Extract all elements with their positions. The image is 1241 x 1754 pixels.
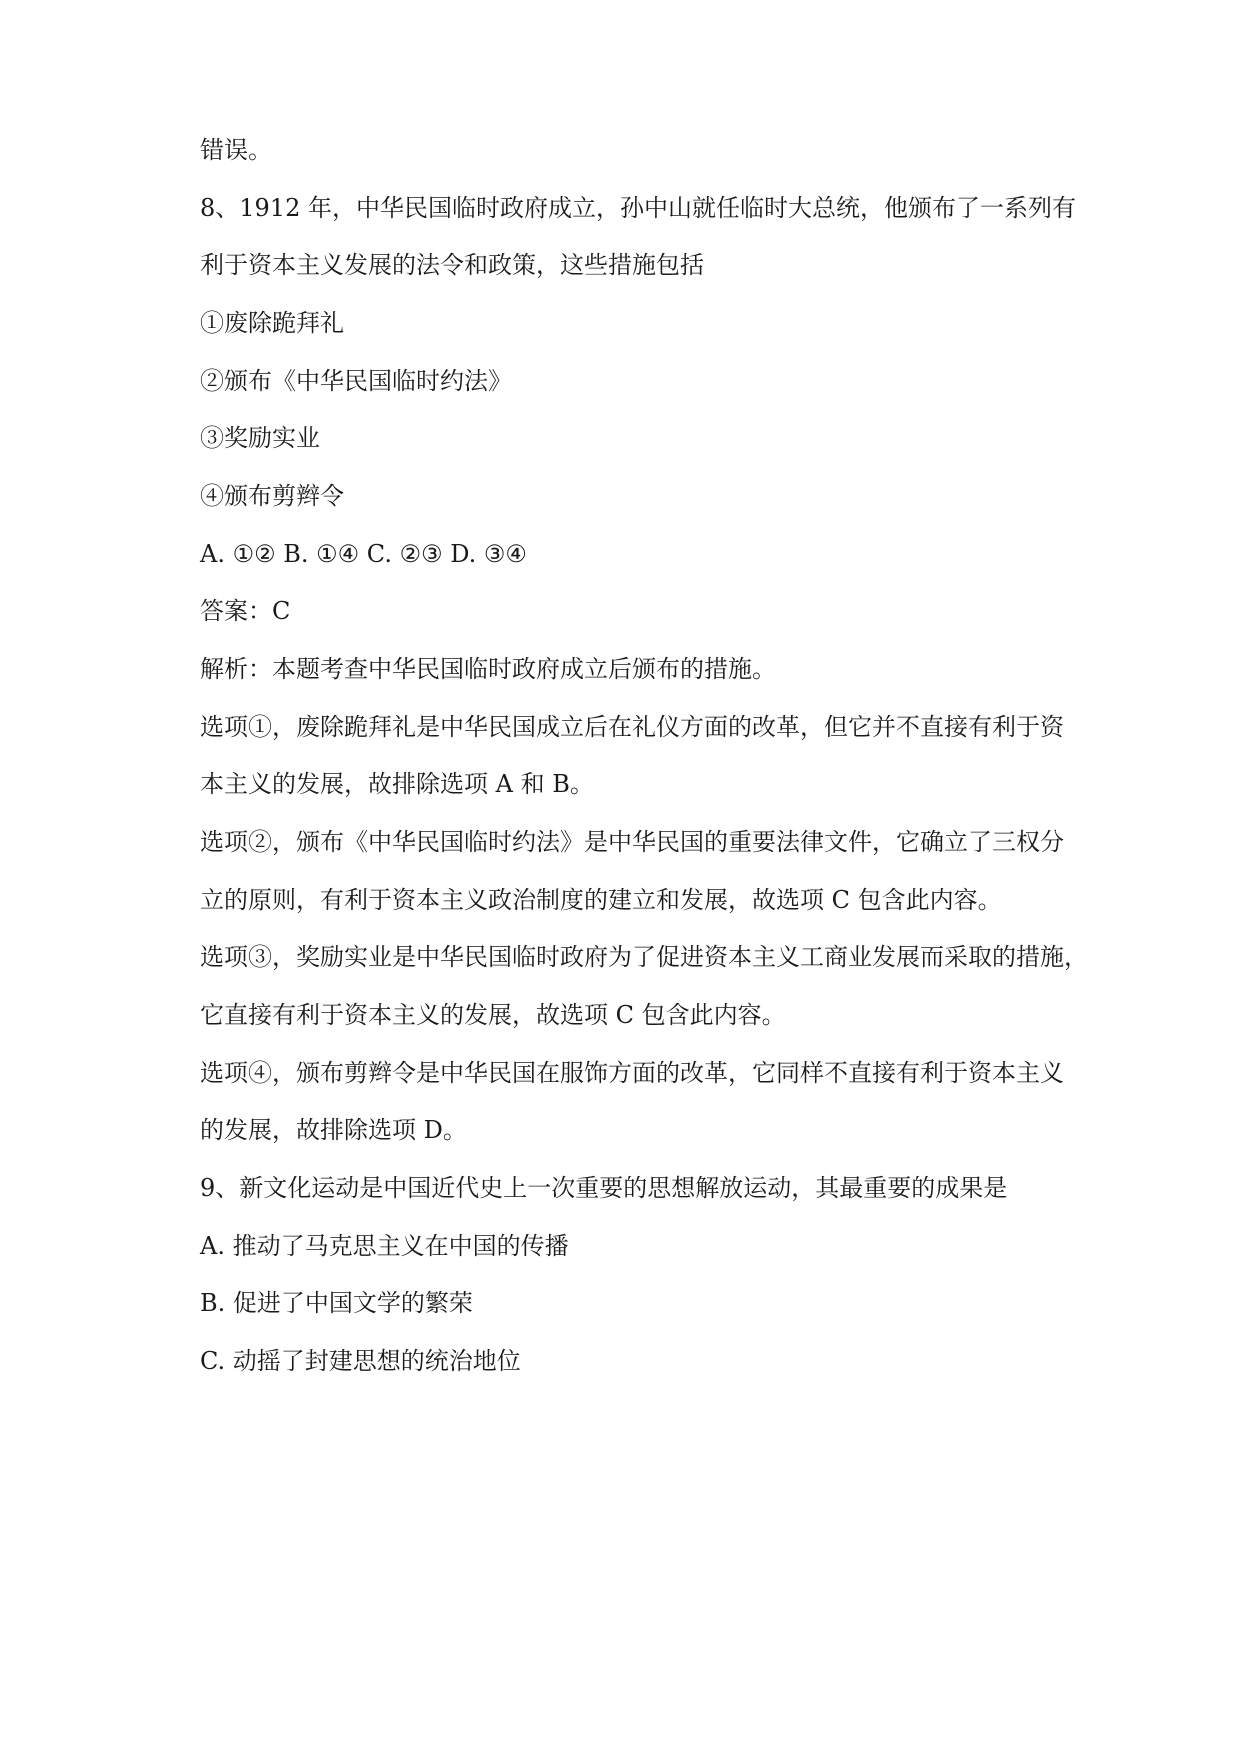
question-8-analysis-1-line-1: 选项①，废除跪拜礼是中华民国成立后在礼仪方面的改革，但它并不直接有利于资 [200,713,1064,741]
question-8-analysis-3-line-1: 选项③，奖励实业是中华民国临时政府为了促进资本主义工商业发展而采取的措施， [200,943,1088,971]
question-8-item-4: ④颁布剪辫令 [200,482,344,510]
question-8-stem-line-1: 8、1912 年，中华民国临时政府成立，孙中山就任临时大总统，他颁布了一系列有 [200,194,1076,222]
question-8-analysis-2-line-2: 立的原则，有利于资本主义政治制度的建立和发展，故选项 C 包含此内容。 [200,886,1002,914]
question-8-analysis-intro: 解析：本题考查中华民国临时政府成立后颁布的措施。 [200,655,776,683]
question-9-option-c: C. 动摇了封建思想的统治地位 [200,1347,521,1375]
question-8-analysis-4-line-1: 选项④，颁布剪辫令是中华民国在服饰方面的改革，它同样不直接有利于资本主义 [200,1059,1064,1087]
question-8-item-2: ②颁布《中华民国临时约法》 [200,367,512,395]
question-9-stem: 9、新文化运动是中国近代史上一次重要的思想解放运动，其最重要的成果是 [200,1174,1008,1202]
question-9-option-a: A. 推动了马克思主义在中国的传播 [200,1232,569,1260]
question-8-analysis-1-line-2: 本主义的发展，故排除选项 A 和 B。 [200,770,594,798]
question-8-analysis-2-line-1: 选项②，颁布《中华民国临时约法》是中华民国的重要法律文件，它确立了三权分 [200,828,1064,856]
question-9-option-b: B. 促进了中国文学的繁荣 [200,1289,473,1317]
question-8-analysis-3-line-2: 它直接有利于资本主义的发展，故选项 C 包含此内容。 [200,1001,786,1029]
question-8-options: A. ①② B. ①④ C. ②③ D. ③④ [200,540,527,568]
question-8-stem-line-2: 利于资本主义发展的法令和政策，这些措施包括 [200,251,704,279]
question-8-answer: 答案：C [200,597,291,625]
question-8-item-3: ③奖励实业 [200,424,320,452]
question-8-item-1: ①废除跪拜礼 [200,309,344,337]
text-line-prev-ending: 错误。 [200,136,272,164]
question-8-analysis-4-line-2: 的发展，故排除选项 D。 [200,1116,467,1144]
